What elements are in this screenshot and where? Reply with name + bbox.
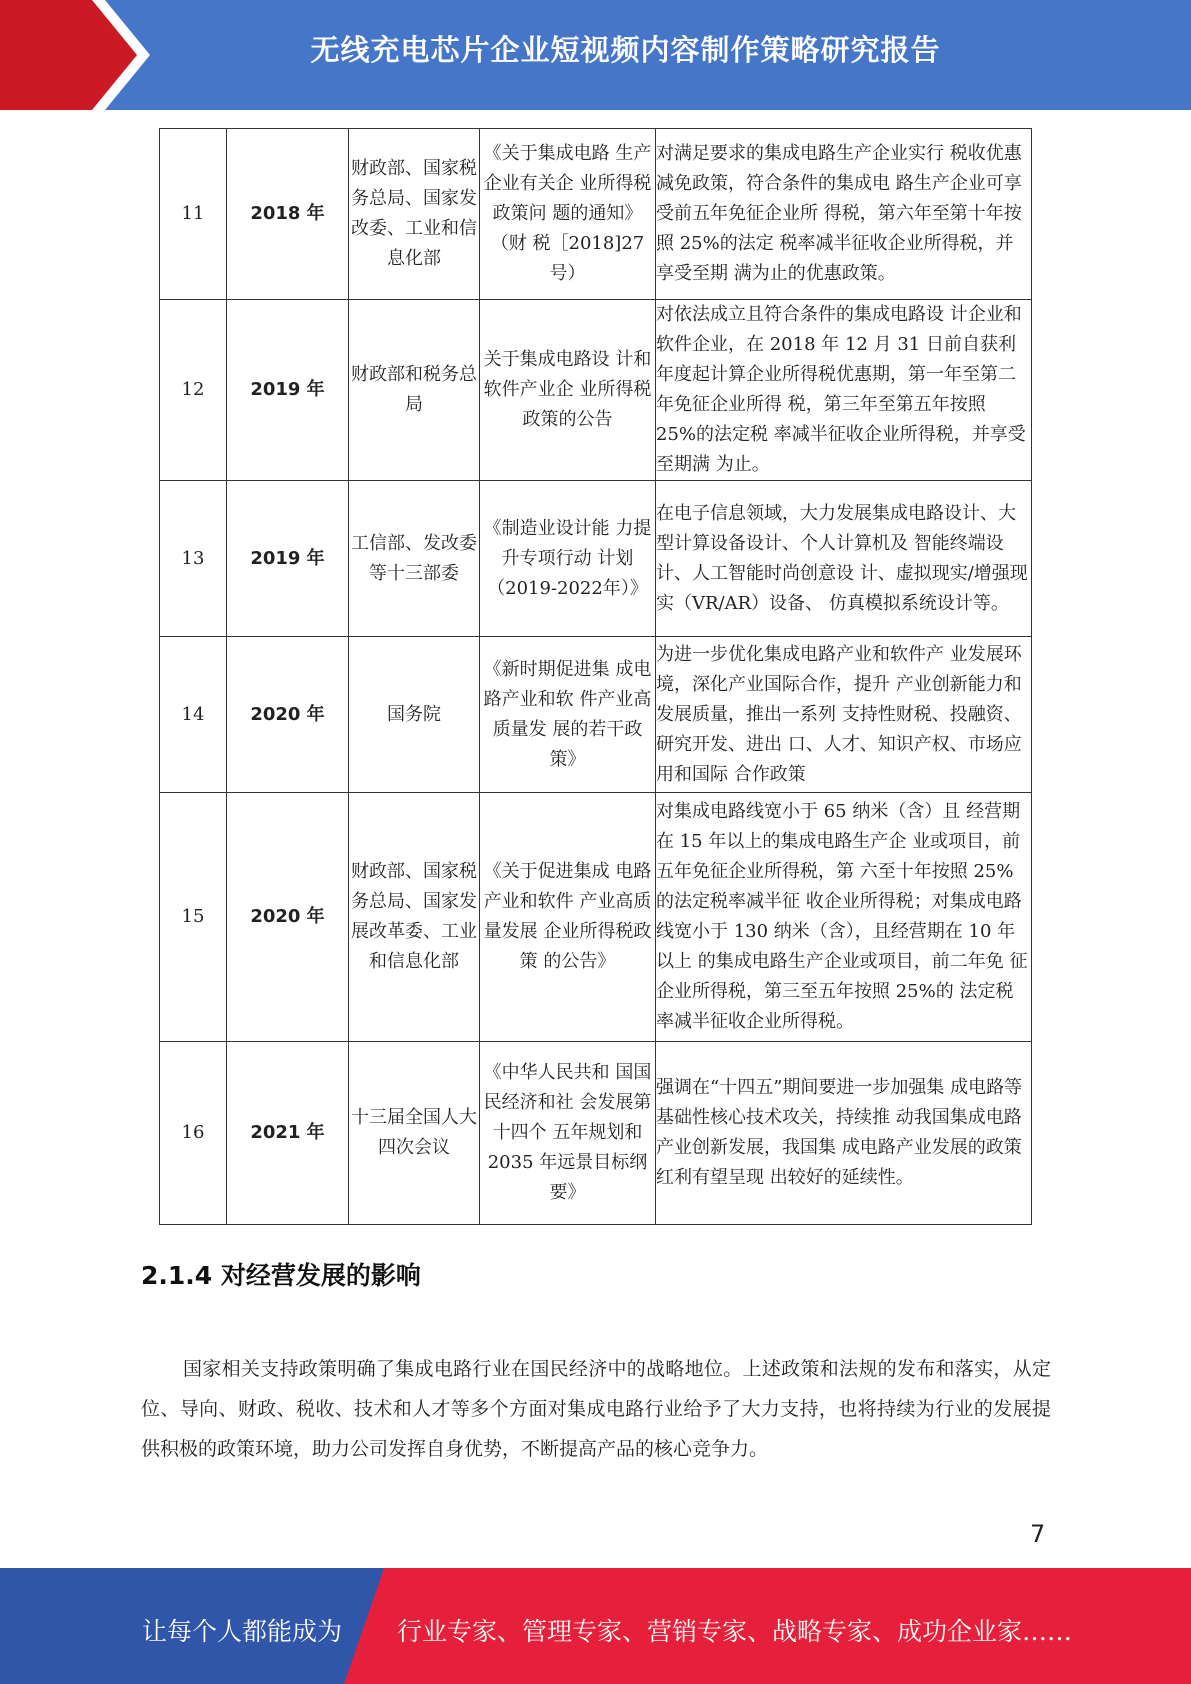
- section-heading: 2.1.4 对经营发展的影响: [141, 1261, 421, 1290]
- row-department: 财政部和税务总局: [349, 300, 480, 481]
- row-department: 财政部、国家税务总局、国家发展改革委、工业和信息化部: [349, 793, 480, 1042]
- row-number: 12: [160, 300, 227, 481]
- table-row: [160, 481, 1032, 637]
- row-number: 13: [160, 481, 227, 637]
- row-number: 14: [160, 637, 227, 793]
- row-year: 2018 年: [227, 129, 349, 300]
- page-header: [0, 0, 1191, 110]
- row-document: 关于集成电路设 计和软件产业企 业所得税政策的公告: [480, 300, 656, 481]
- row-document: 《关于促进集成 电路产业和软件 产业高质量发展 企业所得税政策 的公告》: [480, 793, 656, 1042]
- row-number: 15: [160, 793, 227, 1042]
- row-document: 《制造业设计能 力提升专项行动 计划（2019-2022年）》: [480, 481, 656, 637]
- table-row: [160, 637, 1032, 793]
- table-row: [160, 300, 1032, 481]
- row-department: 十三届全国人大四次会议: [349, 1042, 480, 1225]
- row-year: 2019 年: [227, 300, 349, 481]
- row-year: 2019 年: [227, 481, 349, 637]
- table-row: [160, 129, 1032, 300]
- row-content: 对满足要求的集成电路生产企业实行 税收优惠减免政策，符合条件的集成电 路生产企业可享受前五年免征企业所 得税，第六年至第十年按照 25%的法定 税率减半征收企业所得税，并享受至期 满为止的优惠政策。: [656, 129, 1032, 300]
- row-department: 国务院: [349, 637, 480, 793]
- row-document: 《新时期促进集 成电路产业和软 件产业高质量发 展的若干政策》: [480, 637, 656, 793]
- policy-table: [159, 128, 1032, 1225]
- row-content: 对集成电路线宽小于 65 纳米（含）且 经营期在 15 年以上的集成电路生产企 业或项目，前五年免征企业所得税，第 六至十年按照 25%的法定税率减半征 收企业所得税；对集成电路线宽小于 130 纳米（含），且经营期在 10 年以上 的集成电路生产企业或项目，前二年免 征企业所得税，第三至五年按照 25%的 法定税率减半征收企业所得税。: [656, 793, 1032, 1042]
- row-document: 《中华人民共和 国国民经济和社 会发展第十四个 五年规划和 2035 年远景目标纲 要》: [480, 1042, 656, 1225]
- row-content: 在电子信息领域，大力发展集成电路设计、大型计算设备设计、个人计算机及 智能终端设计、人工智能时尚创意设 计、虚拟现实/增强现实（VR/AR）设备、 仿真模拟系统设计等。: [656, 481, 1032, 637]
- row-department: 工信部、发改委等十三部委: [349, 481, 480, 637]
- table-row: [160, 1042, 1032, 1225]
- row-content: 强调在“十四五”期间要进一步加强集 成电路等基础性核心技术攻关，持续推 动我国集成电路产业创新发展，我国集 成电路产业发展的政策红利有望呈现 出较好的延续性。: [656, 1042, 1032, 1225]
- row-number: 11: [160, 129, 227, 300]
- row-content: 对依法成立且符合条件的集成电路设 计企业和软件企业，在 2018 年 12 月 31 日前自获利年度起计算企业所得税优惠期，第一年至第二年免征企业所得 税，第三年至第五年按照 25%的法定税 率减半征收企业所得税，并享受至期满 为止。: [656, 300, 1032, 481]
- page-footer: [0, 1568, 1191, 1684]
- table-row: [160, 793, 1032, 1042]
- row-year: 2020 年: [227, 637, 349, 793]
- row-department: 财政部、国家税务总局、国家发改委、工业和信息化部: [349, 129, 480, 300]
- row-content: 为进一步优化集成电路产业和软件产 业发展环境，深化产业国际合作，提升 产业创新能力和发展质量，推出一系列 支持性财税、投融资、研究开发、进出 口、人才、知识产权、市场应用和国际 合作政策: [656, 637, 1032, 793]
- footer-slogan-left: 让每个人都能成为: [142, 1617, 343, 1646]
- page-number: 7: [1030, 1520, 1046, 1548]
- row-document: 《关于集成电路 生产企业有关企 业所得税政策问 题的通知》（财 税［2018]27 号）: [480, 129, 656, 300]
- footer-slogan-right: 行业专家、管理专家、营销专家、战略专家、成功企业家……: [397, 1617, 1073, 1646]
- row-year: 2021 年: [227, 1042, 349, 1225]
- row-number: 16: [160, 1042, 227, 1225]
- report-title: 无线充电芯片企业短视频内容制作策略研究报告: [310, 33, 941, 67]
- row-year: 2020 年: [227, 793, 349, 1042]
- body-paragraph: 国家相关支持政策明确了集成电路行业在国民经济中的战略地位。上述政策和法规的发布和落实，从定位、导向、财政、税收、技术和人才等多个方面对集成电路行业给予了大力支持，也将持续为行业的发展提供积极的政策环境，助力公司发挥自身优势，不断提高产品的核心竞争力。: [141, 1358, 1051, 1460]
